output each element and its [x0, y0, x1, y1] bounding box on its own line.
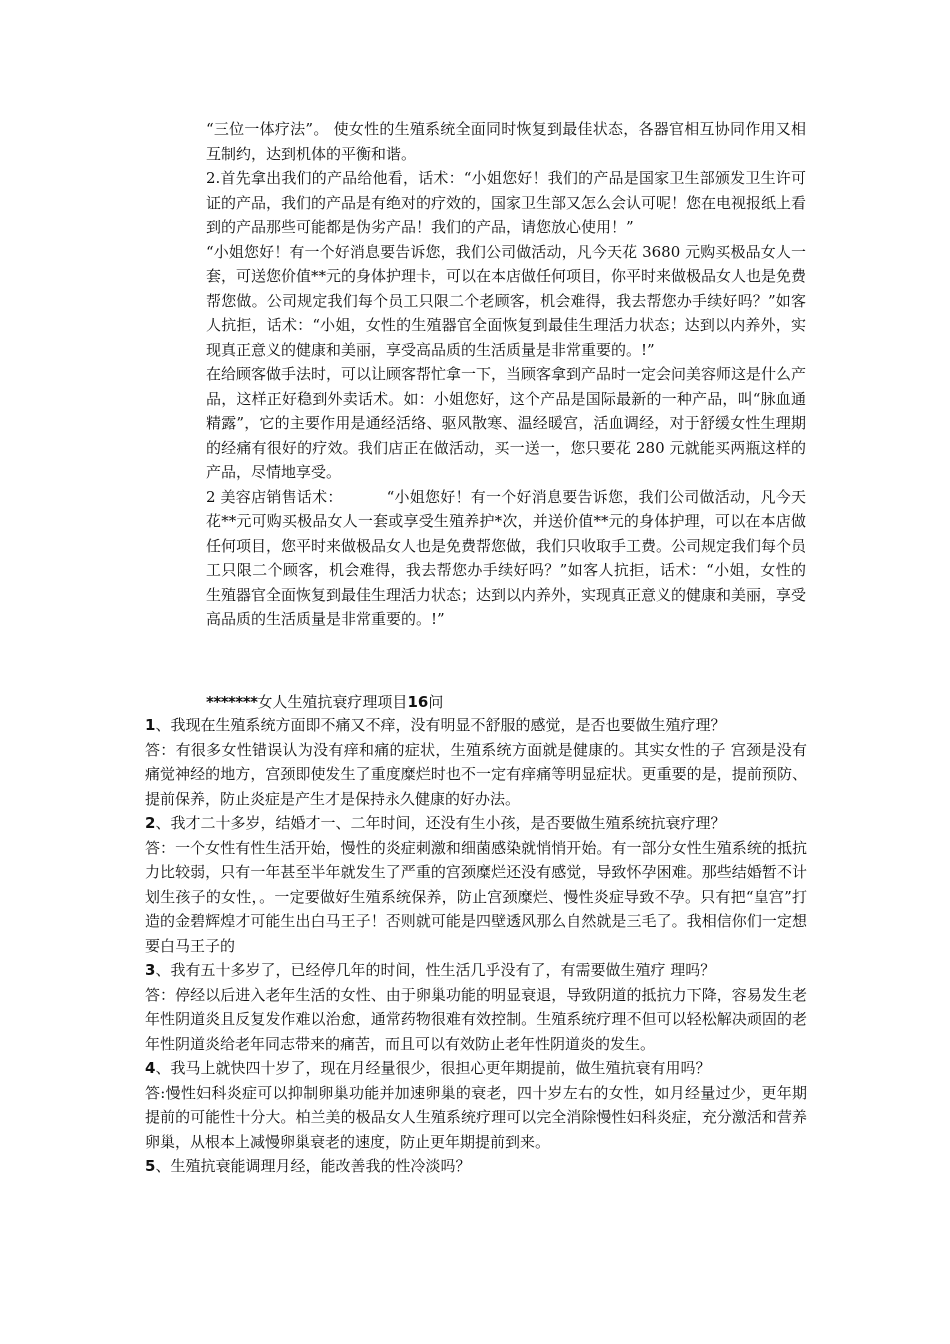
question-text: 、我才二十多岁，结婚才一、二年时间，还没有生小孩，是否要做生殖系统抗衰疗理？	[155, 814, 726, 832]
heading-text: 女人生殖抗衰疗理项目	[257, 693, 408, 711]
question	[145, 1056, 807, 1081]
question-number: 3	[145, 961, 156, 979]
answer: 答：一个女性有性生活开始，慢性的炎症刺激和细菌感染就悄悄开始。有一部分女性生殖系统的抵抗力比较弱，只有一年甚至半年就发生了严重的宫颈糜烂还没有感觉，导致怀孕困难。那些结婚暂不计划生孩子的女性，。一定要做好生殖系统保养，防止宫颈糜烂、慢性炎症导致不孕。只有把“皇宫”打造的金碧辉煌才可能生出白马王子！否则就可能是四壁透风那么自然就是三毛了。我相信你们一定想要白马王子的	[145, 838, 807, 955]
salon-sales-paragraph	[206, 485, 806, 632]
answer: 答：停经以后进入老年生活的女性、由于卵巢功能的明显衰退，导致阴道的抵抗力下降，容易发生老年性阴道炎且反复发作难以治愈，通常药物很难有效控制。生殖系统疗理不但可以轻松解决顽固的老年性阴道炎给老年同志带来的痛苦，而且可以有效防止老年性阴道炎的发生。	[145, 985, 807, 1053]
paragraph: 在给顾客做手法时，可以让顾客帮忙拿一下，当顾客拿到产品时一定会问美容师这是什么产品，这样正好稳到外卖话术。如：小姐您好，这个产品是国际最新的一种产品，叫“脉血通精露”，它的主要作用是通经活络、驱风散寒、温经暖宫，活血调经，对于舒缓女性生理期的经痛有很好的疗效。我们店正在做活动，买一送一，您只要花 280 元就能买两瓶这样的产品，尽情地享受。	[206, 365, 807, 481]
salon-sales-label: 2 美容店销售话术：	[206, 487, 343, 506]
heading-stars: *******	[206, 693, 258, 711]
question-number: 5	[145, 1157, 156, 1175]
answer: 答：有很多女性错误认为没有痒和痛的症状，生殖系统方面就是健康的。其实女性的子 宫颈是没有痛觉神经的地方，宫颈即使发生了重度糜烂时也不一定有痒痛等明显症状。更重要的是，提前预防、提前保养，防止炎症是产生才是保持永久健康的好办法。	[145, 740, 807, 808]
question	[145, 958, 807, 983]
question-text: 、我现在生殖系统方面即不痛又不痒，没有明显不舒服的感觉，是否也要做生殖疗理？	[155, 716, 726, 734]
paragraph: “小姐您好！有一个好消息要告诉您，我们公司做活动，凡今天花 3680 元购买极品女人一套，可送您价值**元的身体护理卡，可以在本店做任何项目，你平时来做极品女人也是免费帮您做。公司规定我们每个员工只限二个老顾客，机会难得，我去帮您办手续好吗？”如客人抗拒，话术：“小姐，女性的生殖器官全面恢复到最佳生理活力状态；达到以内养外，实现真正意义的健康和美丽，享受高品质的生活质量是非常重要的。!”	[206, 242, 807, 359]
qa-section	[145, 713, 807, 1179]
question	[145, 811, 807, 836]
question-text: 、我有五十多岁了，已经停几年的时间，性生活几乎没有了，有需要做生殖疗 理吗？	[155, 961, 716, 979]
question	[145, 1154, 807, 1179]
question-number: 2	[145, 814, 156, 832]
paragraph: 2.首先拿出我们的产品给他看，话术：“小姐您好！我们的产品是国家卫生部颁发卫生许可证的产品，我们的产品是有绝对的疗效的，国家卫生部又怎么会认可呢！您在电视报纸上看到的产品那些可能都是伪劣产品！我们的产品，请您放心使用！”	[206, 169, 807, 236]
question-number: 1	[145, 716, 156, 734]
question-text: 、我马上就快四十岁了，现在月经量很少，很担心更年期提前，做生殖抗衰有用吗？	[155, 1059, 711, 1077]
paragraph: “三位一体疗法”。 使女性的生殖系统全面同时恢复到最佳状态，各器官相互协同作用又相互制约，达到机体的平衡和谐。	[206, 120, 806, 163]
section-heading	[206, 690, 806, 715]
salon-sales-text: “小姐您好！有一个好消息要告诉您，我们公司做活动，凡今天花**元可购买极品女人一套或享受生殖养护*次，并送价值**元的身体护理，可以在本店做任何项目，您平时来做极品女人也是免费帮您做，我们只收取手工费。公司规定我们每个员工只限二个顾客，机会难得，我去帮您办手续好吗？”如客人抗拒，话术：“小姐，女性的生殖器官全面恢复到最佳生理活力状态；达到以内养外，实现真正意义的健康和美丽，享受高品质的生活质量是非常重要的。!”	[206, 487, 807, 628]
question-text: 、生殖抗衰能调理月经，能改善我的性冷淡吗？	[155, 1157, 471, 1175]
question	[145, 713, 807, 738]
heading-suffix: 问	[428, 693, 444, 711]
question-number: 4	[145, 1059, 156, 1077]
answer: 答:慢性妇科炎症可以抑制卵巢功能并加速卵巢的衰老，四十岁左右的女性，如月经量过少，更年期提前的可能性十分大。柏兰美的极品女人生殖系统疗理可以完全消除慢性妇科炎症，充分激活和营养卵巢，从根本上减慢卵巢衰老的速度，防止更年期提前到来。	[145, 1083, 807, 1151]
sales-script-section	[206, 117, 806, 632]
heading-number: 16	[407, 693, 429, 711]
